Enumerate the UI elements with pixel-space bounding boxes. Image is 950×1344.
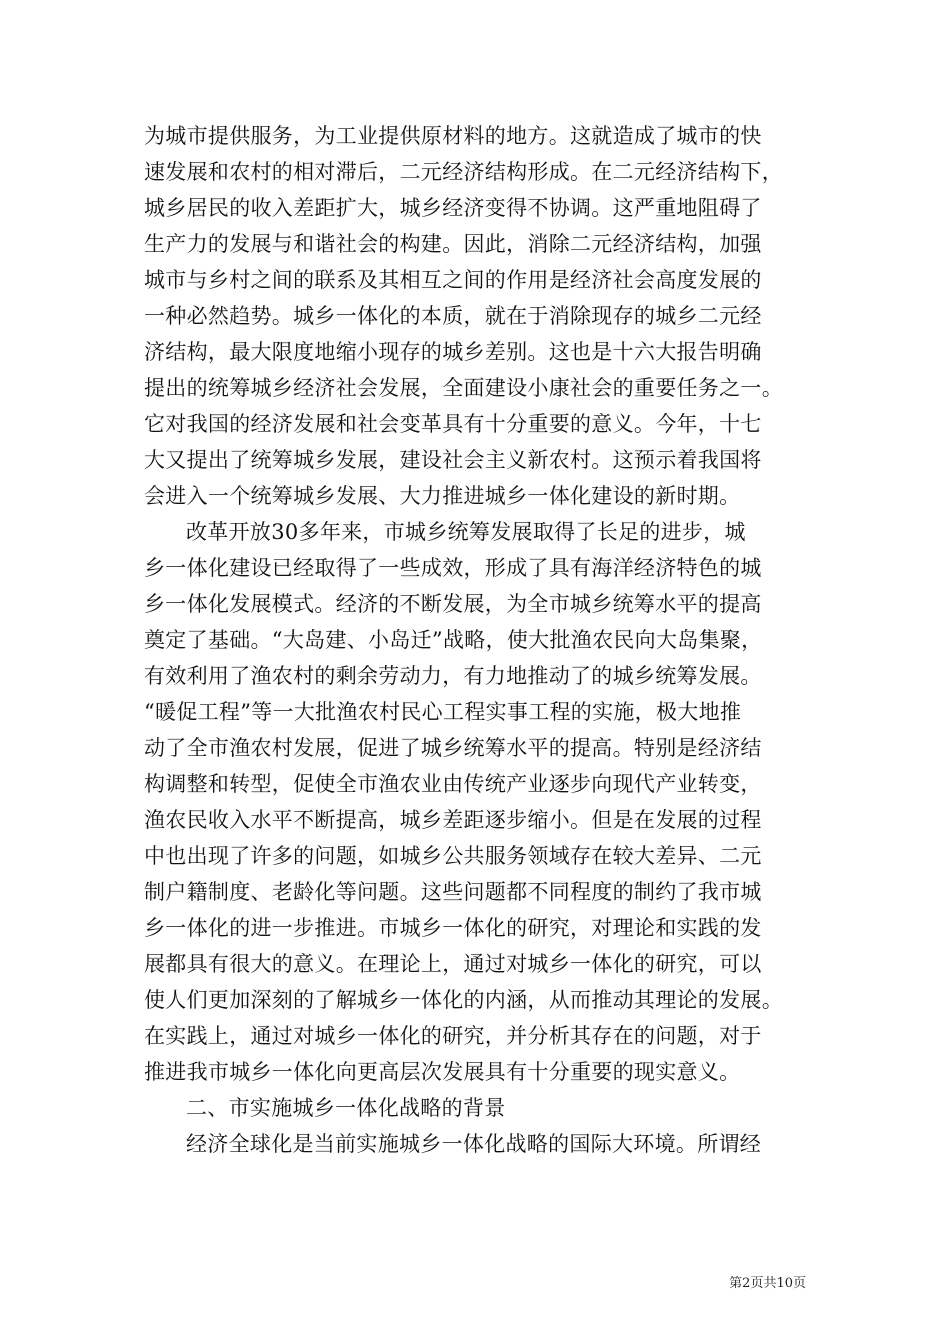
text-line: 城乡居民的收入差距扩大，城乡经济变得不协调。这严重地阻碍了 <box>144 196 762 220</box>
text-line: 推进我市城乡一体化向更高层次发展具有十分重要的现实意义。 <box>144 1060 741 1084</box>
text-line: 在实践上，通过对城乡一体化的研究，并分析其存在的问题，对于 <box>144 1024 762 1048</box>
body-text <box>144 118 824 1162</box>
text-line: 大又提出了统筹城乡发展，建设社会主义新农村。这预示着我国将 <box>144 448 762 472</box>
page-number-footer: 第2页共10页 <box>729 1276 806 1291</box>
text-line: 构调整和转型，促使全市渔农业由传统产业逐步向现代产业转变， <box>144 772 762 796</box>
text-line: 制户籍制度、老龄化等问题。这些问题都不同程度的制约了我市城 <box>144 880 762 904</box>
text-line: 速发展和农村的相对滞后，二元经济结构形成。在二元经济结构下， <box>144 160 783 184</box>
text-line: 有效利用了渔农村的剩余劳动力，有力地推动了的城乡统筹发展。 <box>144 664 762 688</box>
text-line: 改革开放30多年来，市城乡统筹发展取得了长足的进步，城 <box>186 520 746 544</box>
text-line: 中也出现了许多的问题，如城乡公共服务领域存在较大差异、二元 <box>144 844 762 868</box>
text-line: 乡一体化发展模式。经济的不断发展，为全市城乡统筹水平的提高 <box>144 592 762 616</box>
text-line: 提出的统筹城乡经济社会发展，全面建设小康社会的重要任务之一。 <box>144 376 783 400</box>
text-line: 渔农民收入水平不断提高，城乡差距逐步缩小。但是在发展的过程 <box>144 808 762 832</box>
text-line: “暖促工程”等一大批渔农村民心工程实事工程的实施，极大地推 <box>144 700 742 724</box>
text-line: 奠定了基础。“大岛建、小岛迁”战略，使大批渔农民向大岛集聚， <box>144 628 763 652</box>
text-line: 一种必然趋势。城乡一体化的本质，就在于消除现存的城乡二元经 <box>144 304 762 328</box>
text-line: 乡一体化建设已经取得了一些成效，形成了具有海洋经济特色的城 <box>144 556 762 580</box>
text-line: 城市与乡村之间的联系及其相互之间的作用是经济社会高度发展的 <box>144 268 762 292</box>
text-line: 经济全球化是当前实施城乡一体化战略的国际大环境。所谓经 <box>186 1132 762 1156</box>
paragraph-3 <box>144 1126 824 1162</box>
text-line: 生产力的发展与和谐社会的构建。因此，消除二元经济结构，加强 <box>144 232 762 256</box>
text-line: 济结构，最大限度地缩小现存的城乡差别。这也是十六大报告明确 <box>144 340 762 364</box>
text-line: 动了全市渔农村发展，促进了城乡统筹水平的提高。特别是经济结 <box>144 736 762 760</box>
text-line: 展都具有很大的意义。在理论上，通过对城乡一体化的研究，可以 <box>144 952 762 976</box>
text-line: 它对我国的经济发展和社会变革具有十分重要的意义。今年，十七 <box>144 412 762 436</box>
paragraph-1 <box>144 118 824 514</box>
text-line: 乡一体化的进一步推进。市城乡一体化的研究，对理论和实践的发 <box>144 916 762 940</box>
text-line: 会进入一个统筹城乡发展、大力推进城乡一体化建设的新时期。 <box>144 484 741 508</box>
paragraph-2 <box>144 514 824 1090</box>
text-line: 为城市提供服务，为工业提供原材料的地方。这就造成了城市的快 <box>144 124 762 148</box>
section-heading: 二、市实施城乡一体化战略的背景 <box>186 1096 506 1120</box>
text-line: 使人们更加深刻的了解城乡一体化的内涵，从而推动其理论的发展。 <box>144 988 783 1012</box>
